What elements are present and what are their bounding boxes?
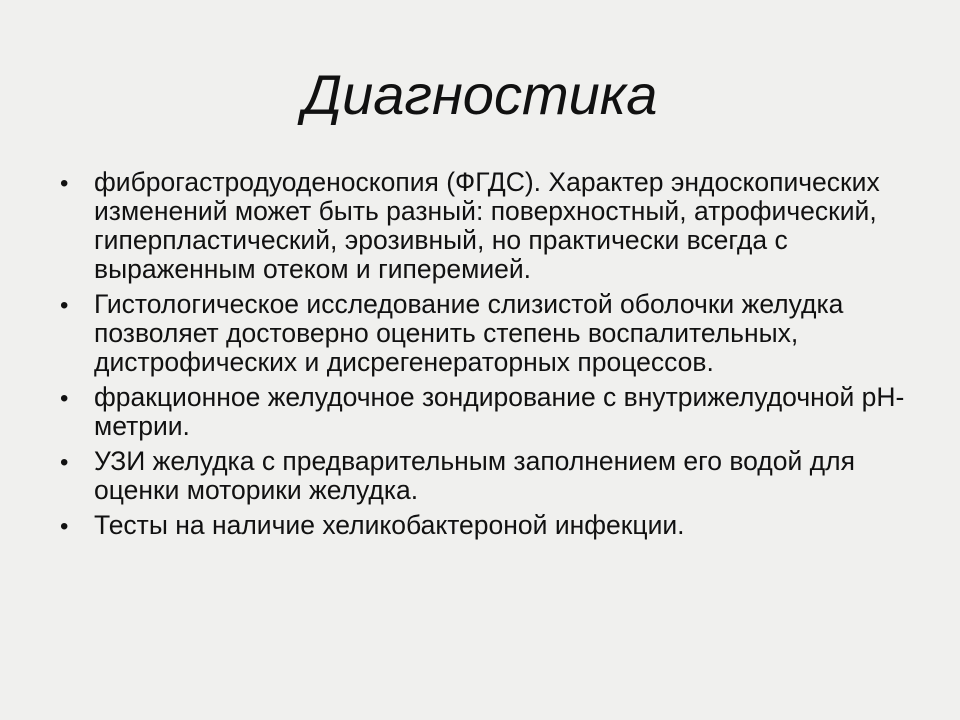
bullet-icon: • <box>60 513 69 540</box>
bullet-text: УЗИ желудка с предварительным заполнением его водой для оценки моторики желудка. <box>94 446 855 505</box>
list-item <box>60 383 920 441</box>
bullet-icon: • <box>60 449 69 476</box>
list-item <box>60 447 920 505</box>
bullet-icon: • <box>60 170 69 197</box>
bullet-icon: • <box>60 385 69 412</box>
list-item <box>60 168 920 284</box>
bullet-text: Тесты на наличие хеликобактероной инфекции. <box>94 510 685 540</box>
bullet-text: Гистологическое исследование слизистой оболочки желудка позволяет достоверно оценить степень воспалительных, дистрофических и дисрегенераторных процессов. <box>94 289 844 377</box>
bullet-text: фракционное желудочное зондирование с внутрижелудочной рН-метрии. <box>94 382 905 441</box>
bullet-text: фиброгастродуоденоскопия (ФГДС). Характер эндоскопических изменений может быть разный: поверхностный, атрофический, гиперпластический, эрозивный, но практически всегда с выраженным отеком и гиперемией. <box>94 167 880 284</box>
bullet-icon: • <box>60 292 69 319</box>
slide-title: Диагностика <box>302 63 658 126</box>
list-item <box>60 511 920 541</box>
bullet-list <box>60 168 920 547</box>
list-item <box>60 290 920 377</box>
